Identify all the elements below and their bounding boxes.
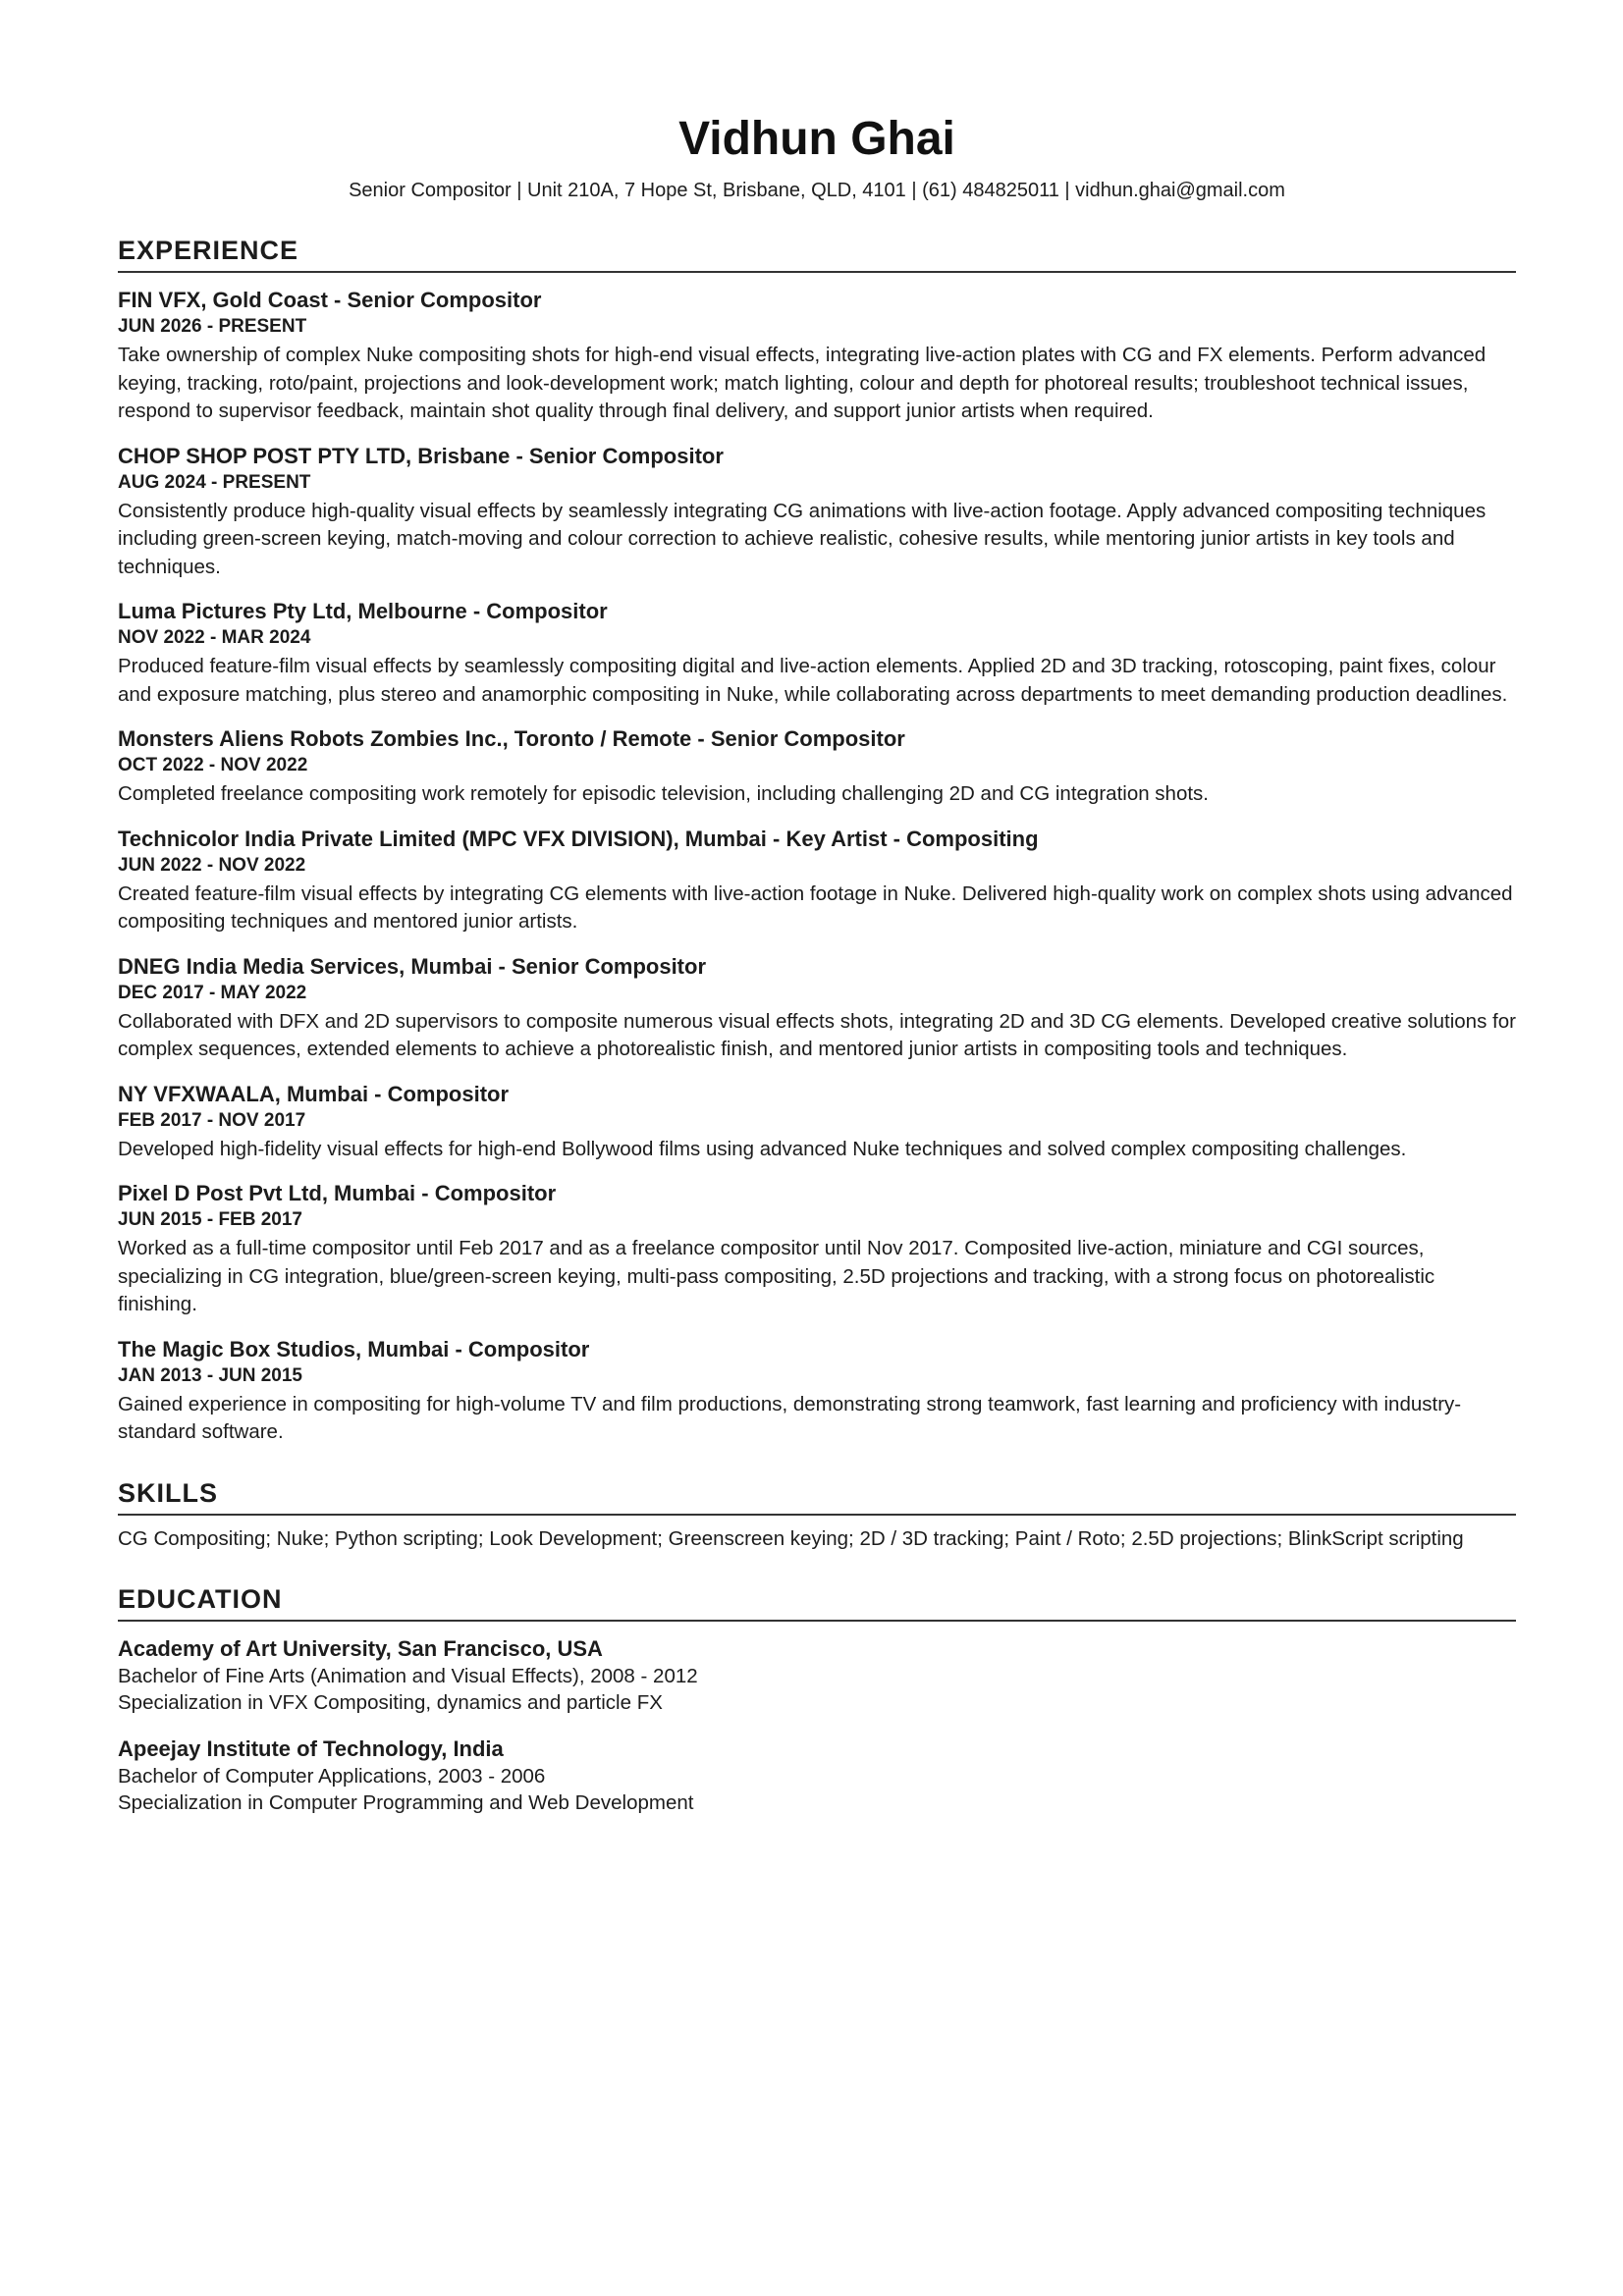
job-dates: AUG 2024 - PRESENT [118, 471, 311, 493]
degree-line: Bachelor of Computer Applications, 2003 - 2006 [118, 1765, 546, 1788]
job-entry [118, 825, 1516, 936]
job-title: The Magic Box Studios, Mumbai - Compositor [118, 1336, 590, 1362]
education-list [118, 1634, 1516, 1816]
job-description: Completed freelance compositing work remotely for episodic television, including challenging 2D and CG integration shots. [118, 782, 1210, 805]
job-entry [118, 442, 1516, 582]
job-dates: JUN 2026 - PRESENT [118, 316, 307, 337]
job-title: DNEG India Media Services, Mumbai - Senior Compositor [118, 953, 707, 979]
job-title: CHOP SHOP POST PTY LTD, Brisbane - Senior Compositor [118, 443, 724, 468]
school-name: Apeejay Institute of Technology, India [118, 1736, 504, 1761]
job-description: Collaborated with DFX and 2D supervisors to composite numerous visual effects shots, integrating 2D and 3D CG elements. Developed creative solutions for complex sequences, extended elements to achieve a photorealistic finish, and mentored junior artists in compositing tools and techniques. [118, 1009, 1516, 1060]
experience-heading: EXPERIENCE [118, 234, 1516, 273]
education-heading: EDUCATION [118, 1582, 1516, 1622]
job-title: NY VFXWAALA, Mumbai - Compositor [118, 1081, 510, 1106]
job-description: Consistently produce high-quality visual effects by seamlessly integrating CG animations with live-action footage. Apply advanced compositing techniques including green-screen keying, match-moving and colour correction to achieve realistic, cohesive results, while mentoring junior artists in key tools and techniques. [118, 499, 1487, 578]
job-dates: JUN 2015 - FEB 2017 [118, 1209, 302, 1230]
job-title: FIN VFX, Gold Coast - Senior Compositor [118, 288, 542, 312]
job-entry [118, 724, 1516, 809]
skills-body [118, 1525, 1516, 1554]
job-entry [118, 597, 1516, 709]
job-description: Produced feature-film visual effects by seamlessly compositing digital and live-action elements. Applied 2D and 3D tracking, rotoscoping, paint fixes, colour and exposure matching, plus stereo and anamorphic compositing in Nuke, while collaborating across departments to meet demanding production deadlines. [118, 655, 1508, 706]
job-description: Gained experience in compositing for high-volume TV and film productions, demonstrating strong teamwork, fast learning and proficiency with industry-standard software. [118, 1392, 1462, 1443]
job-entry [118, 952, 1516, 1064]
job-description: Created feature-film visual effects by integrating CG elements with live-action footage in Nuke. Delivered high-quality work on complex shots using advanced compositing techniques and mentored junior artists. [118, 881, 1513, 933]
job-dates: JUN 2022 - NOV 2022 [118, 854, 306, 876]
specialization-line: Specialization in Computer Programming and Web Development [118, 1791, 694, 1814]
job-entry [118, 1335, 1516, 1447]
job-title: Pixel D Post Pvt Ltd, Mumbai - Compositor [118, 1181, 557, 1205]
education-section [118, 1582, 1516, 1816]
job-dates: DEC 2017 - MAY 2022 [118, 982, 307, 1003]
education-entry [118, 1634, 1516, 1716]
job-entry [118, 1179, 1516, 1319]
job-description: Worked as a full-time compositor until Feb 2017 and as a freelance compositor until Nov 2017. Composited live-action, miniature and CGI sources, specializing in CG integration, blue/green-screen keying, multi-pass compositing, 2.5D projections and tracking, with a strong focus on photorealistic finishing. [118, 1237, 1435, 1315]
experience-list [118, 286, 1516, 1447]
job-title: Technicolor India Private Limited (MPC VFX DIVISION), Mumbai - Key Artist - Compositing [118, 826, 1039, 851]
job-entry [118, 1080, 1516, 1164]
candidate-name: Vidhun Ghai [678, 113, 955, 165]
job-title: Luma Pictures Pty Ltd, Melbourne - Compositor [118, 599, 608, 623]
contact-line: Senior Compositor | Unit 210A, 7 Hope St, Brisbane, QLD, 4101 | (61) 484825011 | vidhun.ghai@gmail.com [349, 180, 1285, 201]
education-entry [118, 1735, 1516, 1816]
job-dates: NOV 2022 - MAR 2024 [118, 627, 311, 648]
experience-section [118, 234, 1516, 1447]
skills-list: CG Compositing; Nuke; Python scripting; Look Development; Greenscreen keying; 2D / 3D tracking; Paint / Roto; 2.5D projections; BlinkScript scripting [118, 1526, 1464, 1550]
school-name: Academy of Art University, San Francisco, USA [118, 1636, 603, 1661]
job-dates: FEB 2017 - NOV 2017 [118, 1109, 306, 1131]
job-description: Take ownership of complex Nuke compositing shots for high-end visual effects, integrating live-action plates with CG and FX elements. Perform advanced keying, tracking, roto/paint, projections and look-development work; match lighting, colour and depth for photoreal results; troubleshoot technical issues, respond to supervisor feedback, maintain shot quality through final delivery, and support junior artists when required. [118, 344, 1487, 422]
skills-heading: SKILLS [118, 1476, 1516, 1516]
specialization-line: Specialization in VFX Compositing, dynamics and particle FX [118, 1691, 663, 1714]
degree-line: Bachelor of Fine Arts (Animation and Visual Effects), 2008 - 2012 [118, 1665, 698, 1687]
job-entry [118, 286, 1516, 426]
job-description: Developed high-fidelity visual effects for high-end Bollywood films using advanced Nuke techniques and solved complex compositing challenges. [118, 1137, 1407, 1160]
job-dates: JAN 2013 - JUN 2015 [118, 1364, 302, 1386]
skills-section [118, 1476, 1516, 1554]
job-dates: OCT 2022 - NOV 2022 [118, 755, 308, 775]
job-title: Monsters Aliens Robots Zombies Inc., Toronto / Remote - Senior Compositor [118, 726, 905, 751]
